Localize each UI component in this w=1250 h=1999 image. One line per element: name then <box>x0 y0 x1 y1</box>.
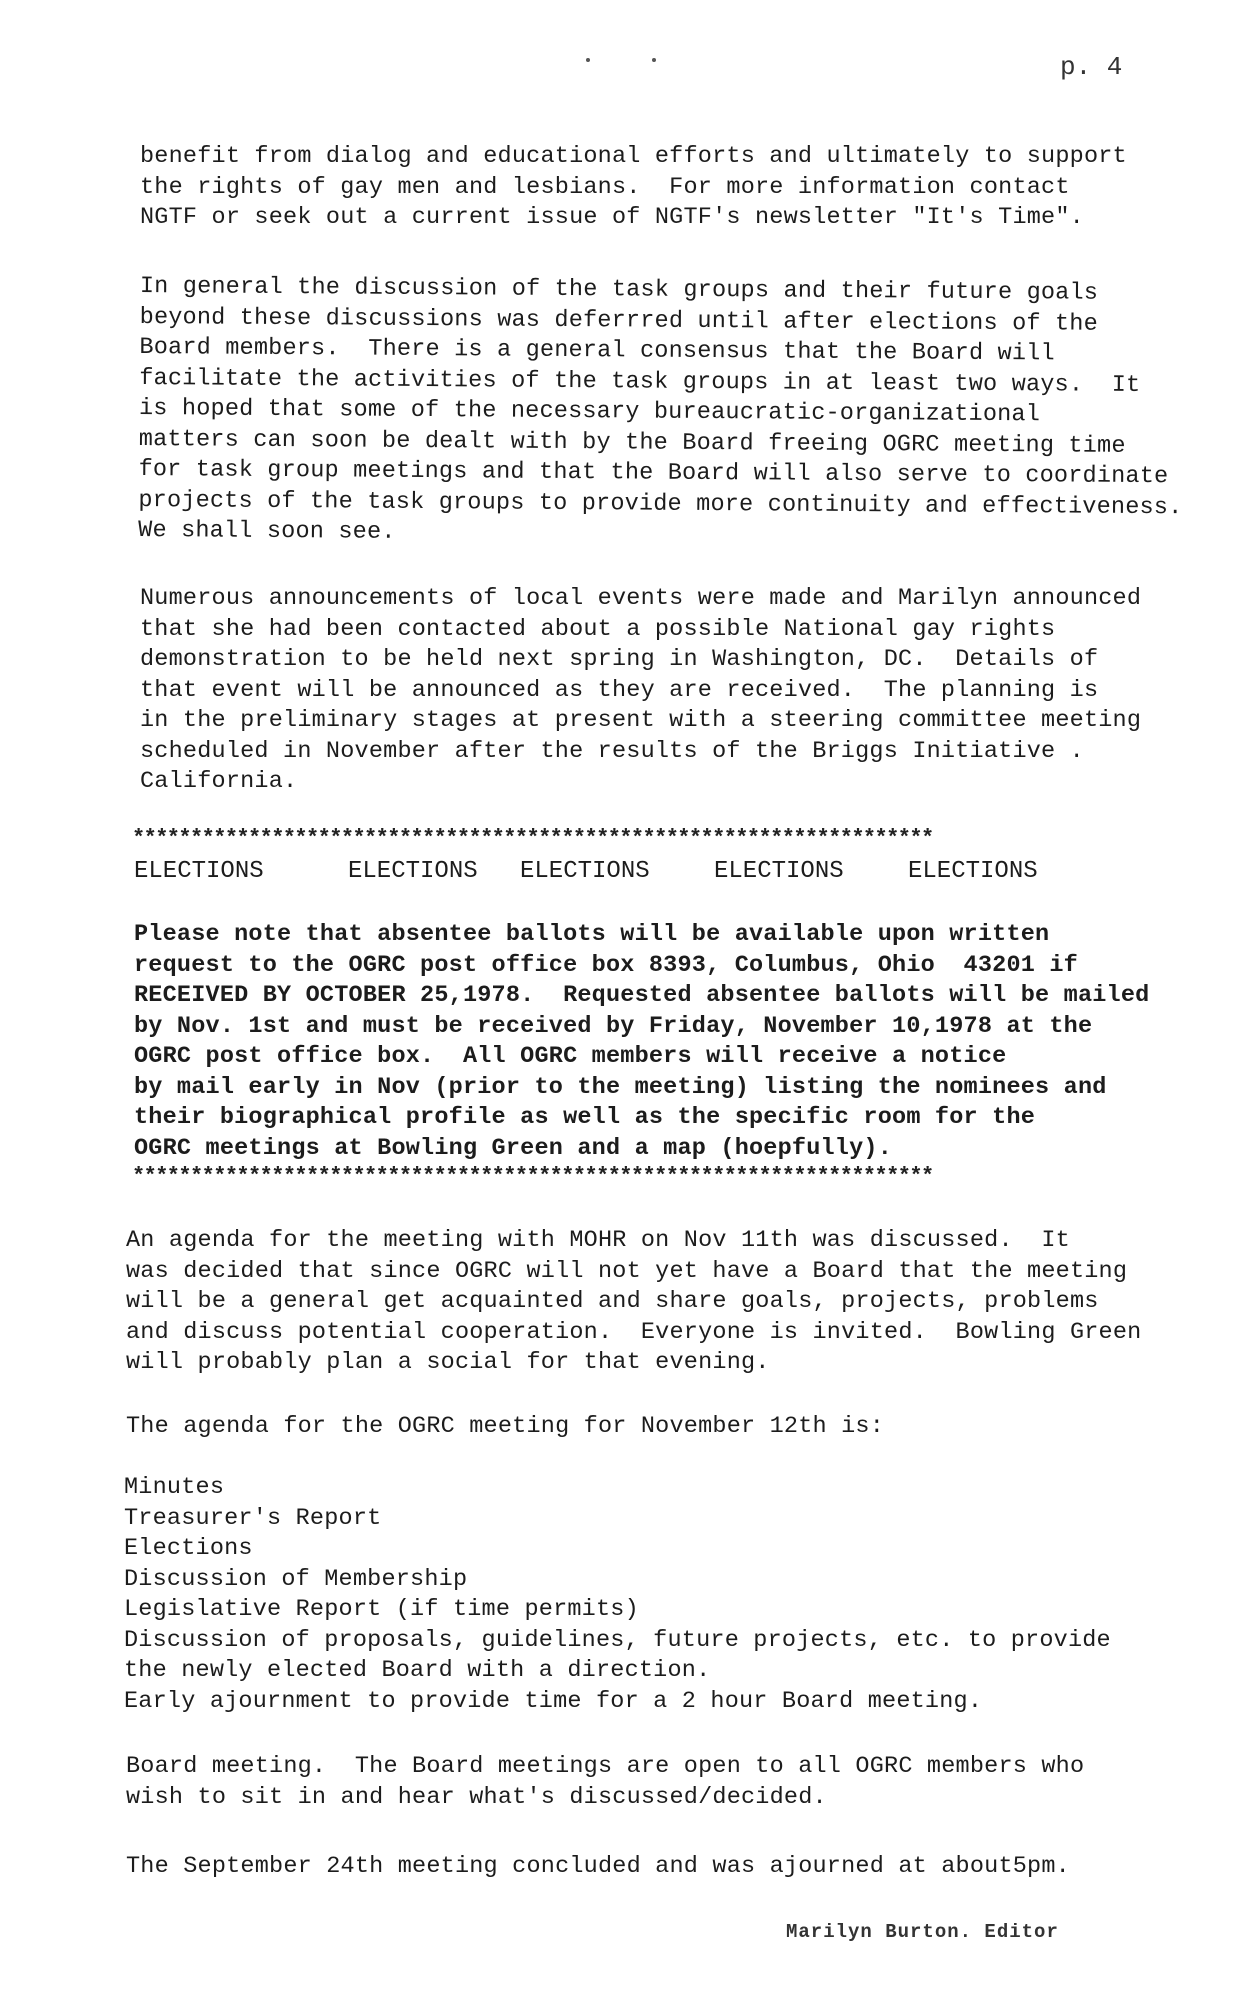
paragraph-ngtf: benefit from dialog and educational efforts and ultimately to support the rights of gay men and lesbians. For more information contact NGTF or seek out a current issue of NGTF's newsletter "It's Time". <box>140 143 1127 231</box>
elections-notice: Please note that absentee ballots will be available upon written request to the OGRC post office box 8393, Columbus, Ohio 43201 if RECEIVED BY OCTOBER 25,1978. Requested absentee ballots will be mailed by Nov. 1st and must be received by Friday, November 10,1978 at the OGRC post office box. All OGRC members will receive a notice by mail early in Nov (prior to the meeting) listing the nominees and their biographical profile as well as the specific room for the OGRC meetings at Bowling Green and a map (hoepfully). <box>134 921 1150 1162</box>
paper-speck <box>652 58 656 62</box>
agenda-intro: The agenda for the OGRC meeting for November 12th is: <box>126 1413 885 1440</box>
elections-heading: ELECTIONS <box>520 858 650 885</box>
elections-heading: ELECTIONS <box>908 858 1038 885</box>
agenda-list: Minutes Treasurer's Report Elections Discussion of Membership Legislative Report (if time permits) Discussion of proposals, guidelines, future projects, etc. to provide the newly elected Board with a direction. Early ajournment to provide time for a 2 hour Board meeting. <box>124 1474 1111 1715</box>
paragraph-task-groups: In general the discussion of the task groups and their future goals beyond these discussions was deferrred until after elections of the Board members. There is a general consensus that the Board will facilitate the activities of the task groups in at least two ways. It is hoped that some of the necessary bureaucratic-organizational matters can soon be dealt with by the Board freeing OGRC meeting time for task group meetings and that the Board will also serve to coordinate projects of the task groups to provide more continuity and effectiveness. We shall soon see. <box>138 272 1183 546</box>
editor-signature: Marilyn Burton. Editor <box>786 1921 1059 1943</box>
board-meeting-note: Board meeting. The Board meetings are open to all OGRC members who wish to sit in and hear what's discussed/decided. <box>126 1753 1085 1811</box>
separator-stars-top: ********************************************************************* <box>132 826 933 851</box>
paragraph-mohr-agenda: An agenda for the meeting with MOHR on Nov 11th was discussed. It was decided that since OGRC will not yet have a Board that the meeting will be a general get acquainted and share goals, projects, problems and discuss potential cooperation. Everyone is invited. Bowling Green will probably plan a social for that evening. <box>126 1227 1142 1376</box>
paper-speck <box>586 58 590 62</box>
separator-stars-bottom: ********************************************************************* <box>132 1164 933 1189</box>
paragraph-announcements: Numerous announcements of local events were made and Marilyn announced that she had been contacted about a possible National gay rights demonstration to be held next spring in Washington, DC. Details of that event will be announced as they are received. The planning is in the preliminary stages at present with a steering committee meeting scheduled in November after the results of the Briggs Initiative . California. <box>140 585 1142 795</box>
elections-heading: ELECTIONS <box>134 858 264 885</box>
elections-heading: ELECTIONS <box>348 858 478 885</box>
closing-line: The September 24th meeting concluded and was ajourned at about5pm. <box>126 1853 1070 1880</box>
page-number: p. 4 <box>1060 52 1123 82</box>
elections-heading: ELECTIONS <box>714 858 844 885</box>
